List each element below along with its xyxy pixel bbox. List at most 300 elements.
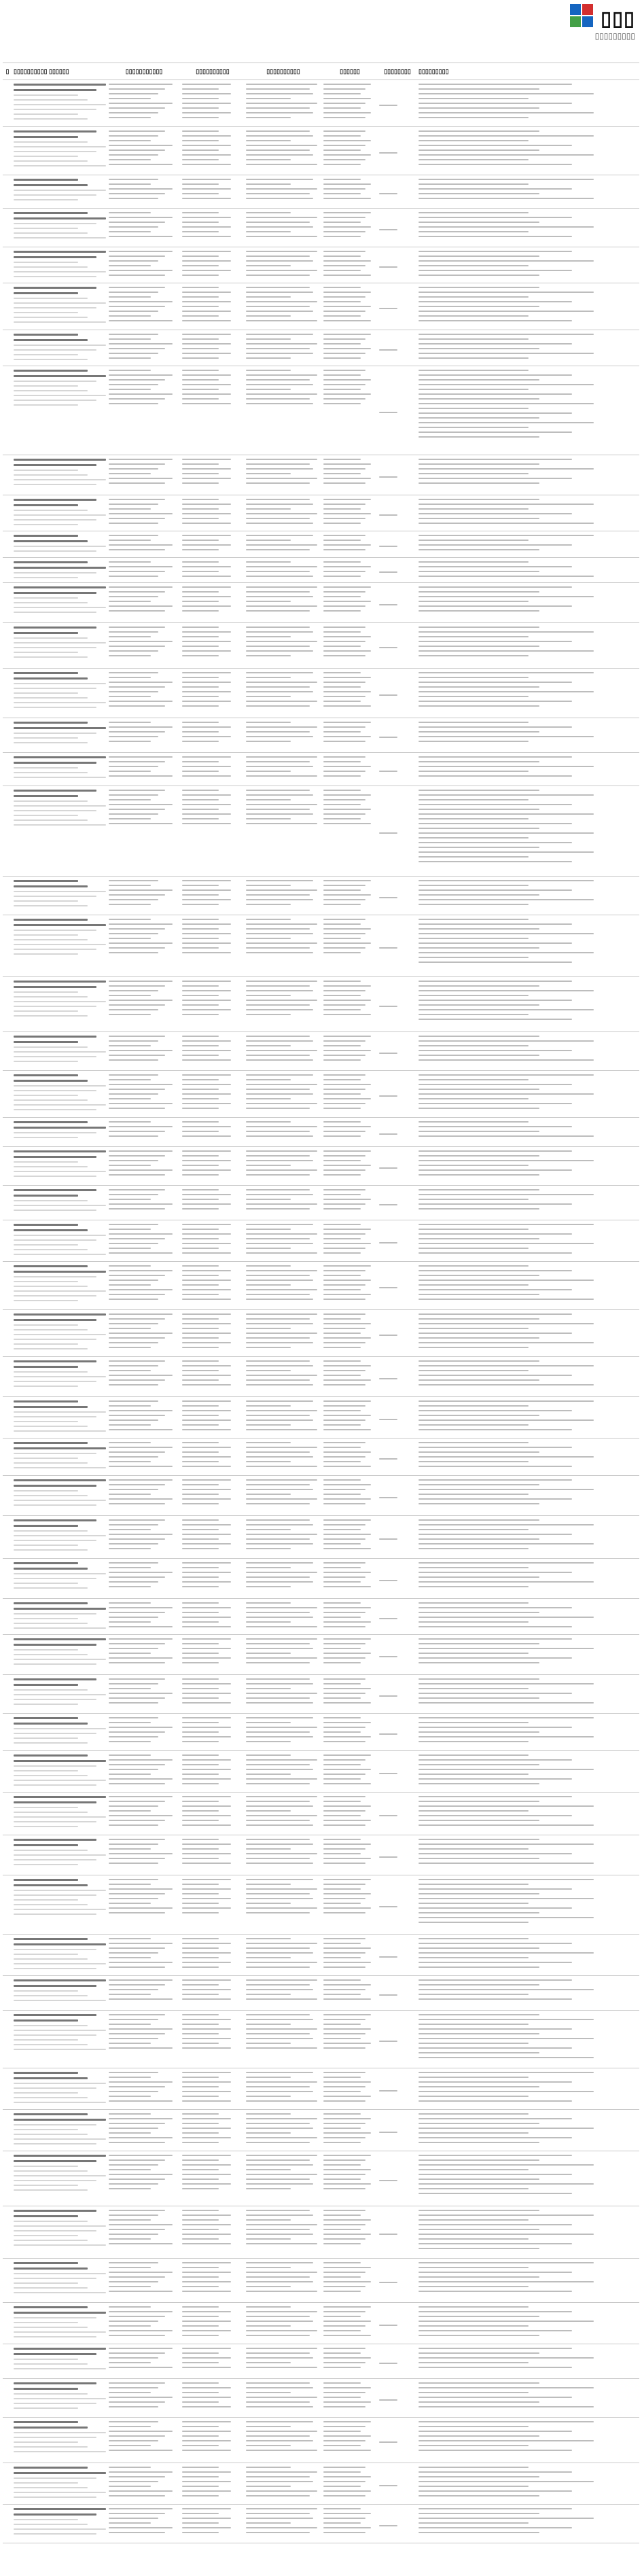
table-row	[3, 1975, 639, 2010]
placeholder-line	[246, 1796, 317, 1797]
placeholder-line	[109, 1853, 173, 1854]
placeholder-line	[323, 1040, 365, 1042]
placeholder-line	[246, 149, 310, 151]
table-row	[3, 2258, 639, 2302]
placeholder-line	[323, 183, 371, 185]
placeholder-line	[379, 2441, 397, 2443]
placeholder-line	[182, 1313, 231, 1315]
placeholder-line	[246, 2159, 310, 2161]
placeholder-line	[14, 1430, 106, 1432]
placeholder-line	[14, 2336, 96, 2337]
placeholder-line	[323, 1456, 365, 1458]
placeholder-line	[246, 315, 291, 317]
placeholder-line	[14, 1909, 106, 1910]
placeholder-line	[14, 612, 96, 613]
placeholder-line	[323, 2435, 371, 2437]
placeholder-line	[246, 741, 291, 742]
placeholder-line	[109, 1994, 151, 1995]
placeholder-line	[109, 1103, 173, 1104]
placeholder-line	[109, 2490, 173, 2492]
placeholder-line	[246, 2142, 310, 2143]
placeholder-line	[323, 813, 365, 815]
placeholder-line	[182, 1337, 219, 1339]
placeholder-line	[418, 601, 529, 602]
placeholder-line	[323, 2467, 365, 2468]
placeholder-line	[14, 1549, 88, 1551]
placeholder-line	[109, 179, 158, 180]
placeholder-line	[246, 2311, 317, 2312]
table-cell	[417, 1559, 639, 1598]
placeholder-line	[323, 731, 361, 733]
table-cell	[322, 2011, 378, 2068]
placeholder-line	[418, 301, 572, 302]
placeholder-line	[323, 518, 365, 519]
placeholder-line	[109, 198, 158, 199]
placeholder-line	[323, 1741, 365, 1742]
placeholder-line	[14, 1166, 88, 1167]
placeholder-line	[246, 2188, 291, 2189]
placeholder-line	[182, 2047, 231, 2049]
table-cell	[3, 623, 12, 668]
table-cell	[107, 1516, 181, 1558]
placeholder-line	[246, 2306, 291, 2308]
placeholder-line	[182, 2183, 231, 2185]
placeholder-line	[323, 701, 361, 702]
table-cell	[245, 175, 322, 208]
placeholder-line	[379, 412, 397, 413]
placeholder-line	[379, 604, 397, 605]
placeholder-line	[418, 2183, 594, 2185]
table-cell	[181, 977, 245, 1031]
placeholder-line	[182, 513, 231, 514]
placeholder-line	[246, 1984, 310, 1986]
table-cell	[181, 1935, 245, 1975]
placeholder-line	[109, 1612, 165, 1613]
table-cell	[322, 1835, 378, 1875]
placeholder-line	[109, 1275, 165, 1276]
placeholder-line	[246, 2401, 310, 2403]
placeholder-line	[182, 389, 219, 390]
placeholder-line	[323, 1313, 365, 1315]
table-cell	[181, 1976, 245, 2010]
placeholder-line	[182, 889, 231, 891]
placeholder-line	[182, 1040, 231, 1042]
placeholder-line	[246, 761, 310, 762]
table-cell	[181, 1599, 245, 1634]
placeholder-line	[418, 1059, 594, 1061]
table-cell	[322, 1357, 378, 1396]
placeholder-line	[14, 1371, 88, 1373]
placeholder-line	[14, 1540, 96, 1541]
placeholder-line	[418, 610, 539, 612]
placeholder-line	[246, 2382, 310, 2384]
placeholder-line	[418, 544, 572, 546]
table-cell	[181, 1147, 245, 1185]
placeholder-line	[14, 810, 96, 811]
placeholder-line	[182, 1693, 231, 1694]
placeholder-line	[182, 1045, 219, 1046]
placeholder-line	[323, 2219, 371, 2221]
placeholder-line	[246, 1479, 317, 1481]
placeholder-line	[109, 1843, 158, 1845]
placeholder-line	[246, 566, 317, 567]
placeholder-line	[246, 379, 310, 381]
placeholder-line	[418, 856, 529, 858]
placeholder-line	[323, 1764, 361, 1765]
placeholder-line	[14, 2077, 88, 2079]
table-cell	[417, 2463, 639, 2504]
placeholder-line	[109, 98, 151, 99]
placeholder-line	[109, 1912, 165, 1913]
placeholder-line	[182, 813, 231, 815]
table-cell	[417, 1310, 639, 1356]
placeholder-line	[418, 2234, 594, 2235]
placeholder-line	[14, 2508, 106, 2510]
table-cell	[181, 2344, 245, 2378]
table-cell	[322, 1220, 378, 1261]
placeholder-line	[246, 226, 313, 228]
placeholder-line	[182, 159, 219, 160]
placeholder-line	[323, 771, 365, 772]
placeholder-line	[246, 93, 313, 94]
placeholder-line	[14, 1602, 88, 1604]
placeholder-line	[182, 459, 231, 460]
placeholder-line	[418, 508, 529, 510]
placeholder-line	[418, 2047, 572, 2049]
placeholder-line	[246, 1489, 313, 1490]
placeholder-line	[418, 756, 572, 758]
placeholder-line	[182, 1943, 231, 1944]
placeholder-line	[109, 2123, 165, 2124]
placeholder-line	[246, 2450, 317, 2451]
table-cell	[245, 1835, 322, 1875]
table-row	[3, 1031, 639, 1070]
placeholder-line	[418, 952, 594, 953]
placeholder-line	[14, 1495, 88, 1496]
placeholder-line	[14, 1963, 106, 1964]
table-row	[3, 1934, 639, 1975]
table-cell	[12, 1071, 107, 1117]
placeholder-line	[14, 307, 96, 308]
placeholder-line	[246, 2421, 313, 2422]
placeholder-line	[14, 2268, 88, 2270]
placeholder-line	[14, 2102, 106, 2103]
placeholder-line	[109, 2291, 173, 2292]
placeholder-line	[109, 1318, 165, 1320]
placeholder-line	[323, 544, 371, 546]
placeholder-line	[109, 1089, 165, 1090]
placeholder-line	[109, 2210, 165, 2211]
placeholder-line	[246, 549, 310, 550]
table-cell	[417, 1071, 639, 1117]
placeholder-line	[246, 756, 317, 758]
placeholder-line	[418, 655, 529, 656]
placeholder-line	[323, 818, 361, 819]
placeholder-line	[418, 398, 539, 400]
table-cell	[417, 1147, 639, 1185]
placeholder-line	[109, 610, 165, 612]
placeholder-line	[323, 1131, 365, 1132]
placeholder-line	[182, 885, 219, 886]
placeholder-line	[14, 1839, 96, 1841]
placeholder-line	[14, 1411, 106, 1413]
placeholder-line	[109, 1410, 173, 1411]
table-cell	[181, 2303, 245, 2344]
placeholder-line	[109, 338, 151, 340]
table-cell	[107, 531, 181, 557]
placeholder-line	[182, 726, 231, 728]
placeholder-line	[418, 1447, 572, 1448]
table-cell	[378, 2259, 417, 2302]
placeholder-line	[182, 384, 231, 385]
placeholder-line	[182, 2426, 219, 2427]
table-cell	[107, 623, 181, 668]
placeholder-line	[109, 1957, 151, 1958]
placeholder-line	[246, 1534, 317, 1535]
placeholder-line	[323, 1084, 371, 1085]
placeholder-line	[182, 98, 219, 99]
placeholder-line	[323, 1270, 365, 1271]
placeholder-line	[182, 1252, 231, 1254]
placeholder-line	[182, 1774, 219, 1775]
placeholder-line	[379, 1656, 397, 1657]
placeholder-line	[182, 596, 231, 597]
placeholder-line	[323, 2043, 371, 2044]
placeholder-line	[418, 828, 539, 829]
table-cell	[245, 2110, 322, 2151]
placeholder-line	[109, 112, 158, 113]
placeholder-line	[323, 2267, 371, 2268]
placeholder-line	[323, 985, 371, 987]
placeholder-line	[14, 1490, 78, 1492]
table-row	[3, 2109, 639, 2151]
placeholder-line	[182, 650, 231, 652]
placeholder-line	[323, 761, 361, 762]
placeholder-line	[246, 1657, 317, 1659]
placeholder-line	[379, 105, 397, 106]
placeholder-line	[109, 1879, 158, 1880]
placeholder-line	[182, 1962, 231, 1963]
placeholder-line	[182, 1697, 219, 1699]
table-cell	[107, 209, 181, 247]
placeholder-line	[418, 1774, 529, 1775]
placeholder-line	[379, 229, 397, 230]
table-cell	[12, 2463, 107, 2504]
placeholder-line	[182, 2229, 219, 2230]
table-row	[3, 1356, 639, 1396]
placeholder-line	[246, 722, 291, 723]
placeholder-line	[14, 2134, 88, 2135]
placeholder-line	[323, 1903, 361, 1904]
placeholder-line	[109, 499, 165, 500]
placeholder-line	[109, 255, 165, 257]
placeholder-line	[109, 2113, 151, 2115]
placeholder-line	[323, 1907, 371, 1909]
placeholder-line	[246, 2123, 310, 2124]
placeholder-line	[109, 188, 173, 190]
placeholder-line	[418, 1014, 529, 1015]
placeholder-line	[246, 348, 310, 349]
placeholder-line	[323, 923, 361, 925]
placeholder-line	[246, 2132, 291, 2134]
placeholder-line	[14, 1265, 88, 1267]
placeholder-line	[14, 597, 78, 599]
placeholder-line	[418, 251, 572, 252]
placeholder-line	[182, 1365, 231, 1366]
placeholder-line	[323, 938, 361, 939]
placeholder-line	[109, 1796, 173, 1797]
placeholder-line	[323, 236, 361, 237]
placeholder-line	[418, 431, 572, 433]
placeholder-line	[418, 1009, 594, 1010]
placeholder-line	[418, 389, 529, 390]
table-cell	[417, 2011, 639, 2068]
placeholder-line	[418, 2382, 539, 2384]
placeholder-line	[14, 223, 96, 224]
placeholder-line	[418, 1858, 539, 1859]
placeholder-line	[418, 1938, 529, 1939]
placeholder-line	[109, 741, 151, 742]
placeholder-line	[109, 1607, 173, 1608]
placeholder-line	[246, 1333, 317, 1334]
placeholder-line	[418, 894, 539, 896]
placeholder-line	[14, 1884, 88, 1886]
placeholder-line	[379, 1167, 397, 1169]
placeholder-line	[323, 2527, 371, 2528]
placeholder-line	[14, 2244, 106, 2246]
placeholder-line	[14, 1458, 78, 1459]
placeholder-line	[109, 2431, 173, 2432]
placeholder-line	[418, 1863, 594, 1864]
placeholder-line	[418, 591, 539, 593]
placeholder-line	[109, 463, 165, 465]
placeholder-line	[109, 1702, 158, 1704]
placeholder-line	[109, 1004, 165, 1006]
placeholder-line	[246, 2210, 310, 2211]
table-cell	[322, 1751, 378, 1792]
placeholder-line	[323, 389, 361, 390]
placeholder-line	[323, 1957, 361, 1958]
placeholder-line	[323, 1479, 361, 1481]
placeholder-line	[109, 2325, 151, 2327]
placeholder-line	[14, 996, 88, 998]
placeholder-line	[14, 2331, 106, 2333]
placeholder-line	[182, 2164, 231, 2166]
table-cell	[12, 1147, 107, 1185]
placeholder-line	[14, 217, 106, 219]
placeholder-line	[109, 1548, 151, 1549]
placeholder-line	[323, 1004, 365, 1006]
placeholder-line	[109, 799, 151, 800]
placeholder-line	[246, 1952, 313, 1954]
placeholder-line	[14, 2166, 78, 2167]
placeholder-line	[246, 1370, 291, 1371]
placeholder-line	[14, 2382, 96, 2384]
placeholder-line	[418, 2476, 539, 2477]
placeholder-line	[418, 1294, 539, 1295]
placeholder-line	[246, 1415, 310, 1416]
placeholder-line	[418, 885, 529, 886]
placeholder-line	[246, 2532, 310, 2533]
placeholder-line	[379, 737, 397, 738]
placeholder-line	[14, 939, 88, 940]
placeholder-line	[418, 1848, 529, 1850]
placeholder-line	[323, 1697, 361, 1699]
placeholder-line	[418, 193, 539, 194]
table-cell	[12, 1262, 107, 1309]
table-cell	[3, 2463, 12, 2504]
placeholder-line	[246, 2481, 313, 2482]
placeholder-line	[323, 2348, 365, 2349]
placeholder-line	[418, 947, 539, 949]
placeholder-line	[246, 904, 291, 905]
placeholder-line	[14, 986, 96, 988]
placeholder-line	[14, 1074, 78, 1076]
placeholder-line	[246, 813, 313, 815]
placeholder-line	[14, 1689, 88, 1691]
placeholder-line	[246, 1135, 313, 1137]
placeholder-line	[182, 1621, 219, 1623]
placeholder-line	[182, 478, 231, 479]
placeholder-line	[379, 546, 397, 547]
placeholder-line	[109, 1294, 165, 1295]
brand-logo[interactable]	[560, 3, 635, 57]
table-row	[3, 557, 639, 582]
placeholder-line	[418, 1903, 529, 1904]
table-cell	[378, 330, 417, 366]
placeholder-line	[14, 302, 106, 304]
placeholder-line	[182, 348, 219, 349]
table-cell	[3, 247, 12, 283]
placeholder-line	[14, 1573, 106, 1574]
placeholder-line	[182, 2019, 231, 2020]
placeholder-line	[109, 343, 173, 345]
placeholder-line	[418, 1370, 529, 1371]
placeholder-line	[418, 1284, 529, 1286]
table-cell	[3, 1186, 12, 1220]
placeholder-line	[182, 2431, 231, 2432]
placeholder-line	[323, 823, 371, 824]
placeholder-line	[182, 2357, 231, 2359]
placeholder-line	[182, 403, 231, 404]
placeholder-line	[418, 1693, 572, 1694]
placeholder-line	[182, 1736, 231, 1737]
table-cell	[322, 455, 378, 495]
placeholder-line	[323, 1702, 371, 1704]
placeholder-line	[182, 1801, 219, 1802]
placeholder-line	[109, 1617, 158, 1618]
placeholder-line	[418, 1741, 529, 1742]
placeholder-line	[109, 292, 158, 293]
placeholder-line	[246, 2178, 310, 2180]
placeholder-line	[323, 636, 371, 637]
placeholder-line	[418, 1189, 539, 1190]
placeholder-line	[323, 1400, 371, 1402]
placeholder-line	[14, 1189, 96, 1191]
placeholder-line	[14, 1329, 88, 1330]
placeholder-line	[323, 1165, 371, 1166]
column-header: ▯▯▯▯▯▯	[340, 67, 360, 75]
placeholder-line	[182, 2490, 231, 2492]
placeholder-line	[14, 602, 88, 603]
placeholder-line	[182, 544, 231, 546]
placeholder-line	[323, 1199, 371, 1200]
placeholder-line	[246, 1524, 313, 1525]
table-cell	[378, 2068, 417, 2109]
placeholder-line	[418, 334, 594, 335]
placeholder-line	[182, 1194, 231, 1195]
placeholder-line	[14, 1844, 78, 1846]
